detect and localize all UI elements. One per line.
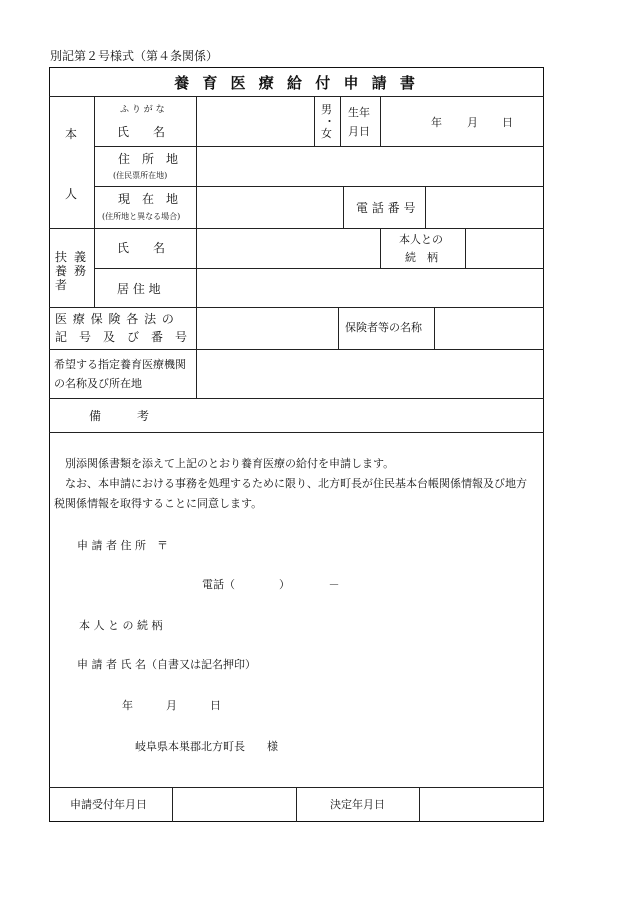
relation-label-1: 本人との <box>399 233 443 246</box>
form-title: 養 育 医 療 給 付 申 請 書 <box>174 74 419 92</box>
applicant-address-label: 申 請 者 住 所 〒 <box>77 539 168 552</box>
guardian-name-label: 氏 名 <box>117 241 166 255</box>
current-label: 現 在 地 <box>118 192 179 206</box>
applicant-name-label: 申 請 者 氏 名（自書又は記名押印） <box>77 658 256 671</box>
furigana-label: ふ り が な <box>120 105 165 115</box>
person-side-top: 本 <box>65 127 78 141</box>
phone-label: 電 話 番 号 <box>356 201 416 215</box>
received-date-label: 申請受付年月日 <box>70 798 147 811</box>
guardian-side-col2 <box>73 250 87 278</box>
phone-line: 電話（ ） － <box>202 578 340 591</box>
birth-day: 日 <box>502 116 513 129</box>
line-sex-left <box>314 96 315 146</box>
line-sex-right <box>340 96 341 146</box>
line-insurer-right <box>434 307 435 349</box>
statement-line-1: 別添関係書類を添えて上記のとおり養育医療の給付を申請します。 <box>65 457 395 470</box>
line-title-bottom <box>49 96 544 97</box>
application-date: 年 月 日 <box>122 699 221 712</box>
relation-line: 本 人 と の 続 柄 <box>79 619 163 632</box>
guardian-side-col1 <box>54 250 68 292</box>
line-name-bottom <box>94 146 544 147</box>
birth-month: 月 <box>467 116 478 129</box>
guardian-side-char: 養 <box>54 264 67 278</box>
line-relation-left <box>380 228 381 268</box>
insurance-label-1: 医 療 保 険 各 法 の <box>55 312 175 326</box>
decided-date-label: 決定年月日 <box>330 798 385 811</box>
line-guardian-bottom <box>49 307 544 308</box>
relation-label-2: 続 柄 <box>405 251 438 264</box>
line-footer-1 <box>172 787 173 822</box>
statement-line-3: 税関係情報を取得することに同意します。 <box>54 497 263 510</box>
line-birth-right <box>380 96 381 146</box>
insurer-label: 保険者等の名称 <box>345 321 422 334</box>
line-address-bottom <box>94 186 544 187</box>
guardian-side-char: 務 <box>73 264 86 278</box>
line-institution-bottom <box>49 398 544 399</box>
line-footer-2 <box>296 787 297 822</box>
insurance-label-2: 記 号 及 び 番 号 <box>55 330 188 344</box>
birth-label-1: 生年 <box>348 106 370 119</box>
line-insurer-left <box>338 307 339 349</box>
sex-separator: ・ <box>324 115 335 128</box>
line-label-col <box>196 96 197 398</box>
guardian-side-char: 者 <box>54 278 67 292</box>
line-guardian-name-bottom <box>94 268 544 269</box>
line-footer-3 <box>419 787 420 822</box>
line-relation-right <box>465 228 466 268</box>
line-phone-right <box>425 186 426 228</box>
line-side-col <box>94 96 95 307</box>
guardian-side-char: 扶 <box>54 250 67 264</box>
birth-label-2: 月日 <box>348 125 370 138</box>
residence-label: 居 住 地 <box>117 282 161 296</box>
institution-label-2: の名称及び所在地 <box>54 377 142 390</box>
form-label: 別記第２号様式（第４条関係） <box>50 49 219 63</box>
sex-male: 男 <box>321 103 332 116</box>
address-label: 住 所 地 <box>118 152 179 166</box>
line-phone-left <box>343 186 344 228</box>
statement-line-2: なお、本申請における事務を処理するために限り、北方町長が住民基本台帳関係情報及び地方 <box>65 477 527 490</box>
line-person-bottom <box>49 228 544 229</box>
current-sub: (住所地と異なる場合) <box>102 212 181 221</box>
guardian-side-char: 義 <box>73 250 86 264</box>
person-side-bottom: 人 <box>65 187 78 201</box>
address-sub: (住民票所在地) <box>113 171 168 180</box>
person-name-label: 氏 名 <box>117 125 166 139</box>
line-insurance-bottom <box>49 349 544 350</box>
line-remarks-bottom <box>49 432 544 433</box>
birth-year: 年 <box>431 116 442 129</box>
institution-label-1: 希望する指定養育医療機関 <box>54 358 186 371</box>
sex-female: 女 <box>321 127 332 140</box>
remarks-label: 備 考 <box>89 409 150 423</box>
addressee: 岐阜県本巣郡北方町長 様 <box>135 740 278 753</box>
